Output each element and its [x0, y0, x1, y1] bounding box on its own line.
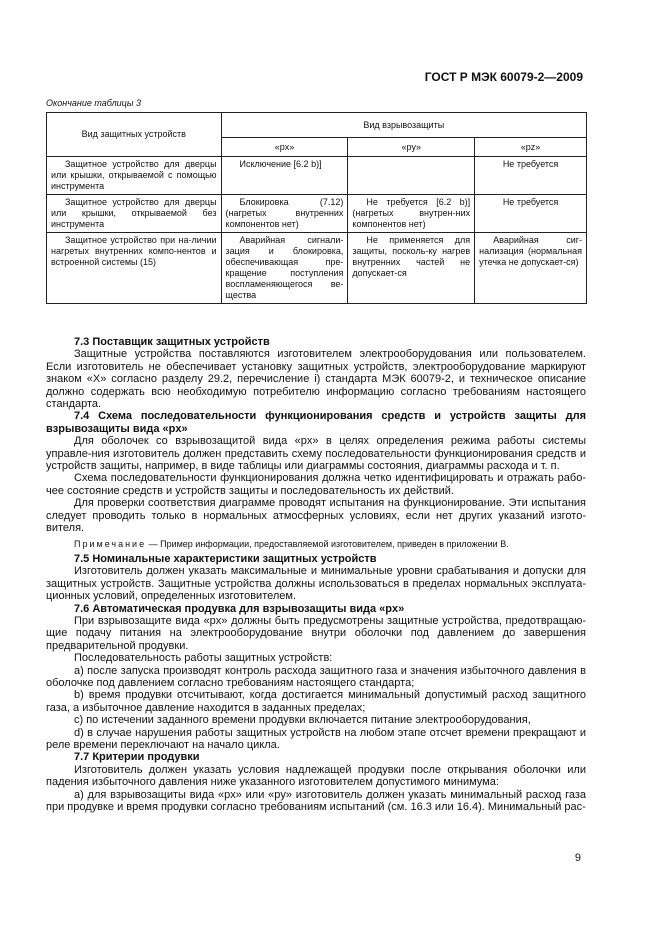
paragraph: Защитные устройства поставляются изготовителем электрооборудования или пользователем. Если изготовитель не обеспечивает установку защитных устройств, электрооборудование маркируют знаком «X» согласно разделу 29.2, перечисление i) стандарта МЭК 60079-2, и техническое описание должно содержать всю необходимую потребителю информацию согласно требованиям настоящего стандарта.	[46, 348, 586, 411]
cell-px: Аварийная сигнали-зация и блокировка, обеспечивающая пре-кращение поступления воспламеняющегося ве-щества	[221, 233, 348, 304]
paragraph: Последовательность работы защитных устройств:	[74, 652, 333, 665]
note-label: Примечание	[74, 538, 147, 549]
cell-pz: Аварийная сиг-нализация (нормальная утечка не допускает-ся)	[475, 233, 587, 304]
subheader-pz: «pz»	[475, 138, 587, 157]
cell-py	[348, 157, 475, 195]
paragraph: Изготовитель должен указать максимальные и минимальные уровни срабатывания и допуски для защитных устройств. Защитные устройства должны использоваться в пределах нормальных эксплуата-ционных условий, определенных изготовителем.	[46, 565, 586, 603]
section-heading-7-4: 7.4 Схема последовательности функционирования средств и устройств защиты для взрывозащиты вида «px»	[46, 410, 586, 435]
note	[46, 538, 586, 550]
cell-device: Защитное устройство при на-личии нагретых внутренних компо-нентов и встроенной системы (15)	[47, 233, 222, 304]
cell-px: Исключение [6.2 b)]	[221, 157, 348, 195]
table-row	[47, 157, 587, 195]
table-caption: Окончание таблицы 3	[46, 98, 141, 108]
header-protection-type: Вид взрывозащиты	[221, 113, 586, 138]
cell-device: Защитное устройство для дверцы или крышки, открываемой без инструмента	[47, 195, 222, 233]
cell-py: Не применяется для защиты, посколь-ку нагрев внутренних частей не допускает-ся	[348, 233, 475, 304]
section-heading-7-5: 7.5 Номинальные характеристики защитных устройств	[74, 552, 377, 565]
protection-devices-table	[46, 112, 587, 304]
paragraph: Для оболочек со взрывозащитой вида «px» в целях определения режима работы системы управле-ния изготовитель должен представить схему последовательности функционирования средств и устройств защиты, например, в виде таблицы или диаграммы состояния, диаграммы расхода и т. п.	[46, 435, 586, 473]
section-heading-7-7: 7.7 Критерии продувки	[74, 751, 200, 764]
header-device-type: Вид защитных устройств	[47, 113, 222, 157]
list-item: b) время продувки отсчитывают, когда достигается минимальный допустимый расход защитного газа, а избыточное давление находится в заданных пределах;	[46, 689, 586, 714]
paragraph: При взрывозащите вида «px» должны быть предусмотрены защитные устройства, предотвращаю-щие подачу питания на электрооборудование внутри оболочки под давлением до завершения предварительной продувки.	[46, 614, 586, 652]
cell-device: Защитное устройство для дверцы или крышки, открываемой с помощью инструмента	[47, 157, 222, 195]
table-row	[47, 195, 587, 233]
list-item: c) по истечении заданного времени продувки включается питание электрооборудования,	[74, 714, 531, 727]
section-heading-7-3: 7.3 Поставщик защитных устройств	[74, 336, 270, 348]
body-text	[46, 336, 586, 813]
note-text: — Пример информации, предоставляемой изготовителем, приведен в приложении В.	[148, 538, 509, 549]
cell-px: Блокировка (7.12) (нагретых внутренних компонентов нет)	[221, 195, 348, 233]
subheader-px: «px»	[221, 138, 348, 157]
cell-py: Не требуется [6.2 b)](нагретых внутрен-них компонентов нет)	[348, 195, 475, 233]
paragraph: Для проверки соответствия диаграмме проводят испытания на функционирование. Эти испытания следует проводить только в нормальных атмосферных условиях, если нет других указаний изгото-вителя.	[46, 497, 586, 535]
cell-pz: Не требуется	[475, 195, 587, 233]
list-item: a) после запуска производят контроль расхода защитного газа и значения избыточного давления в оболочке под давлением согласно требованиям настоящего стандарта;	[46, 664, 586, 689]
table-row	[47, 233, 587, 304]
subheader-py: «py»	[348, 138, 475, 157]
paragraph: Изготовитель должен указать условия надлежащей продувки после открывания оболочки или падения избыточного давления ниже указанного изготовителем допустимого минимума:	[46, 763, 586, 789]
list-item: a) для взрывозащиты вида «px» или «py» изготовитель должен указать минимальный расход газа при продувке и время продувки согласно требованиям испытаний (см. 16.3 или 16.4). Минимальный рас-	[46, 788, 586, 814]
section-heading-7-6: 7.6 Автоматическая продувка для взрывозащиты вида «px»	[74, 602, 405, 615]
paragraph: Схема последовательности функционирования должна четко идентифицировать и отражать рабо-чее состояние средств и устройств защиты и последовательность их действий.	[46, 472, 586, 497]
page-number: 9	[574, 852, 581, 864]
cell-pz: Не требуется	[475, 157, 587, 195]
list-item: d) в случае нарушения работы защитных устройств на любом этапе отсчет времени прекращают и реле времени переключают на начало цикла.	[46, 726, 586, 751]
document-id: ГОСТ Р МЭК 60079-2—2009	[424, 70, 583, 84]
